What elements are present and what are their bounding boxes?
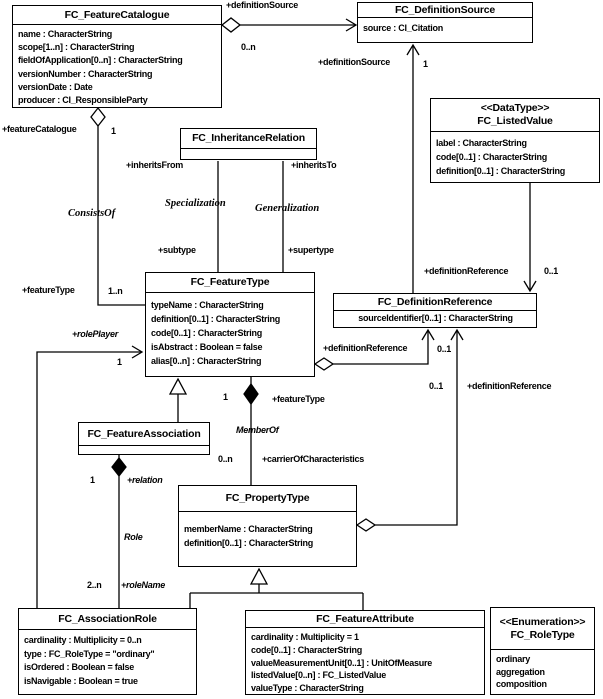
aggregation-diamond [222,18,240,32]
multiplicity-label: 0..1 [544,266,559,276]
assoc-listedvalue-definitionreference [524,183,536,291]
attribute: fieldOfApplication[0..n] : CharacterString [18,55,183,66]
assoc-featurecatalogue-definitionsource [222,18,356,32]
class-title: FC_AssociationRole [58,612,157,625]
multiplicity-label: 0..n [241,42,256,52]
aggregation-diamond [91,108,105,126]
assoc-consistsof [91,108,145,305]
attribute: typeName : CharacterString [151,300,264,310]
class-fc-roletype [490,607,595,695]
class-fc-featureassociation [78,422,210,455]
generalization-triangle [251,569,267,584]
assoc-name-label: Generalization [255,203,320,214]
attribute: versionNumber : CharacterString [18,68,153,79]
class-attributes [79,445,209,454]
assoc-role-label: +inheritsTo [291,160,337,170]
class-fc-definitionsource [357,2,533,43]
class-title: FC_FeatureType [190,276,270,288]
class-attributes [179,511,356,566]
attribute: valueMeasurementUnit[0..1] : UnitOfMeasure [251,657,433,668]
composition-diamond [112,458,126,476]
composition-diamond [244,384,258,404]
attribute: sourceIdentifier[0..1] : CharacterString [358,313,513,323]
attribute: definition[0..1] : CharacterString [151,314,281,324]
class-title: FC_FeatureAttribute [316,612,414,625]
class-attributes [19,629,196,694]
generalization-featureassociation [170,379,186,422]
attribute: name : CharacterString [18,29,113,39]
generalization-triangle [170,379,186,394]
assoc-definitionreference-definitionsource [407,45,419,293]
enum-literal: aggregation [496,666,545,677]
assoc-role-label: +carrierOfCharacteristics [262,454,365,464]
class-stereotype: <<DataType>> [480,102,550,114]
class-title [431,99,599,131]
class-fc-featuretype [145,272,315,377]
assoc-role-label: +roleName [121,580,166,590]
attribute: label : CharacterString [436,138,527,148]
assoc-role-label: +definitionReference [467,381,552,391]
assoc-role-label: +inheritsFrom [126,160,184,170]
class-title: FC_DefinitionReference [377,295,493,308]
assoc-role-label: +relation [127,475,163,485]
attribute: scope[1..n] : CharacterString [18,42,135,53]
class-attributes [146,292,314,376]
multiplicity-label: 0..1 [437,344,452,354]
assoc-role-label: +rolePlayer [72,329,119,339]
attribute: definition[0..1] : CharacterString [436,166,566,176]
attribute: source : CI_Citation [363,23,444,33]
enum-literal: composition [496,679,547,689]
attribute: code[0..1] : CharacterString [251,644,363,655]
attribute: definition[0..1] : CharacterString [184,538,314,548]
attribute: isOrdered : Boolean = false [24,662,135,672]
class-fc-featureattribute [245,610,485,695]
assoc-role-label: +supertype [288,245,334,255]
attribute: cardinality : Multiplicity = 1 [251,632,359,642]
attribute: cardinality : Multiplicity = 0..n [24,635,142,645]
assoc-propertytype-definitionreference [357,330,463,531]
assoc-role-label: +featureCatalogue [2,124,77,134]
class-fc-propertytype [178,485,357,567]
class-fc-definitionreference [333,293,537,328]
attribute: valueType : CharacterString [251,683,364,694]
class-title-text: FC_RoleType [510,628,575,641]
assoc-role-label: +definitionReference [323,343,408,353]
assoc-role-label: +definitionSource [226,0,299,10]
class-stereotype: <<Enumeration>> [499,615,586,628]
class-title-text: FC_ListedValue [477,115,553,127]
attribute: listedValue[0..n] : FC_ListedValue [251,670,387,681]
class-title: FC_DefinitionSource [394,3,496,16]
multiplicity-label: 0..1 [429,381,444,391]
class-attributes [358,17,532,42]
multiplicity-label: 0..n [218,454,233,464]
class-attributes [181,148,316,159]
multiplicity-label: 1 [223,392,228,402]
class-title: FC_PropertyType [225,492,310,504]
attribute: producer : CI_ResponsibleParty [18,95,148,106]
multiplicity-label: 1 [111,126,116,136]
assoc-role-label: +definitionSource [318,57,391,67]
attribute: isNavigable : Boolean = true [24,675,138,686]
assoc-role-label: +subtype [158,245,196,255]
class-attributes [431,131,599,182]
attribute: type : FC_RoleType = "ordinary" [24,648,155,659]
assoc-name-label: Specialization [165,198,226,209]
multiplicity-label: 1 [117,357,122,367]
assoc-role-label: +featureType [22,285,75,295]
attribute: code[0..1] : CharacterString [436,152,548,162]
class-title: FC_InheritanceRelation [192,132,305,144]
attribute: alias[0..n] : CharacterString [151,356,262,366]
enum-literal: ordinary [496,654,531,664]
attribute: isAbstract : Boolean = false [151,342,263,352]
assoc-role-label: +definitionReference [424,266,509,276]
multiplicity-label: 1 [423,59,428,69]
class-attributes [491,649,594,694]
aggregation-diamond [357,519,375,531]
class-title: FC_FeatureCatalogue [64,8,170,21]
multiplicity-label: 2..n [87,580,102,590]
aggregation-diamond [315,358,333,370]
multiplicity-label: 1 [90,475,95,485]
class-fc-inheritancerelation [180,128,317,160]
attribute: code[0..1] : CharacterString [151,328,263,338]
assoc-name-label: MemberOf [236,425,279,435]
attribute: memberName : CharacterString [184,524,313,534]
class-fc-associationrole [18,608,197,695]
class-attributes [246,627,484,695]
attribute: versionDate : Date [18,81,93,92]
assoc-role-label: +featureType [272,394,325,404]
class-fc-featurecatalogue [12,5,222,108]
assoc-name-label: Role [124,532,143,542]
class-fc-listedvalue [430,98,600,183]
multiplicity-label: 1..n [108,286,123,296]
class-title: FC_FeatureAssociation [87,427,201,440]
class-attributes [13,24,221,107]
assoc-name-label: ConsistsOf [68,208,116,219]
class-title [491,608,594,649]
class-attributes [334,310,536,327]
generalization-propertytype-children [190,569,363,610]
